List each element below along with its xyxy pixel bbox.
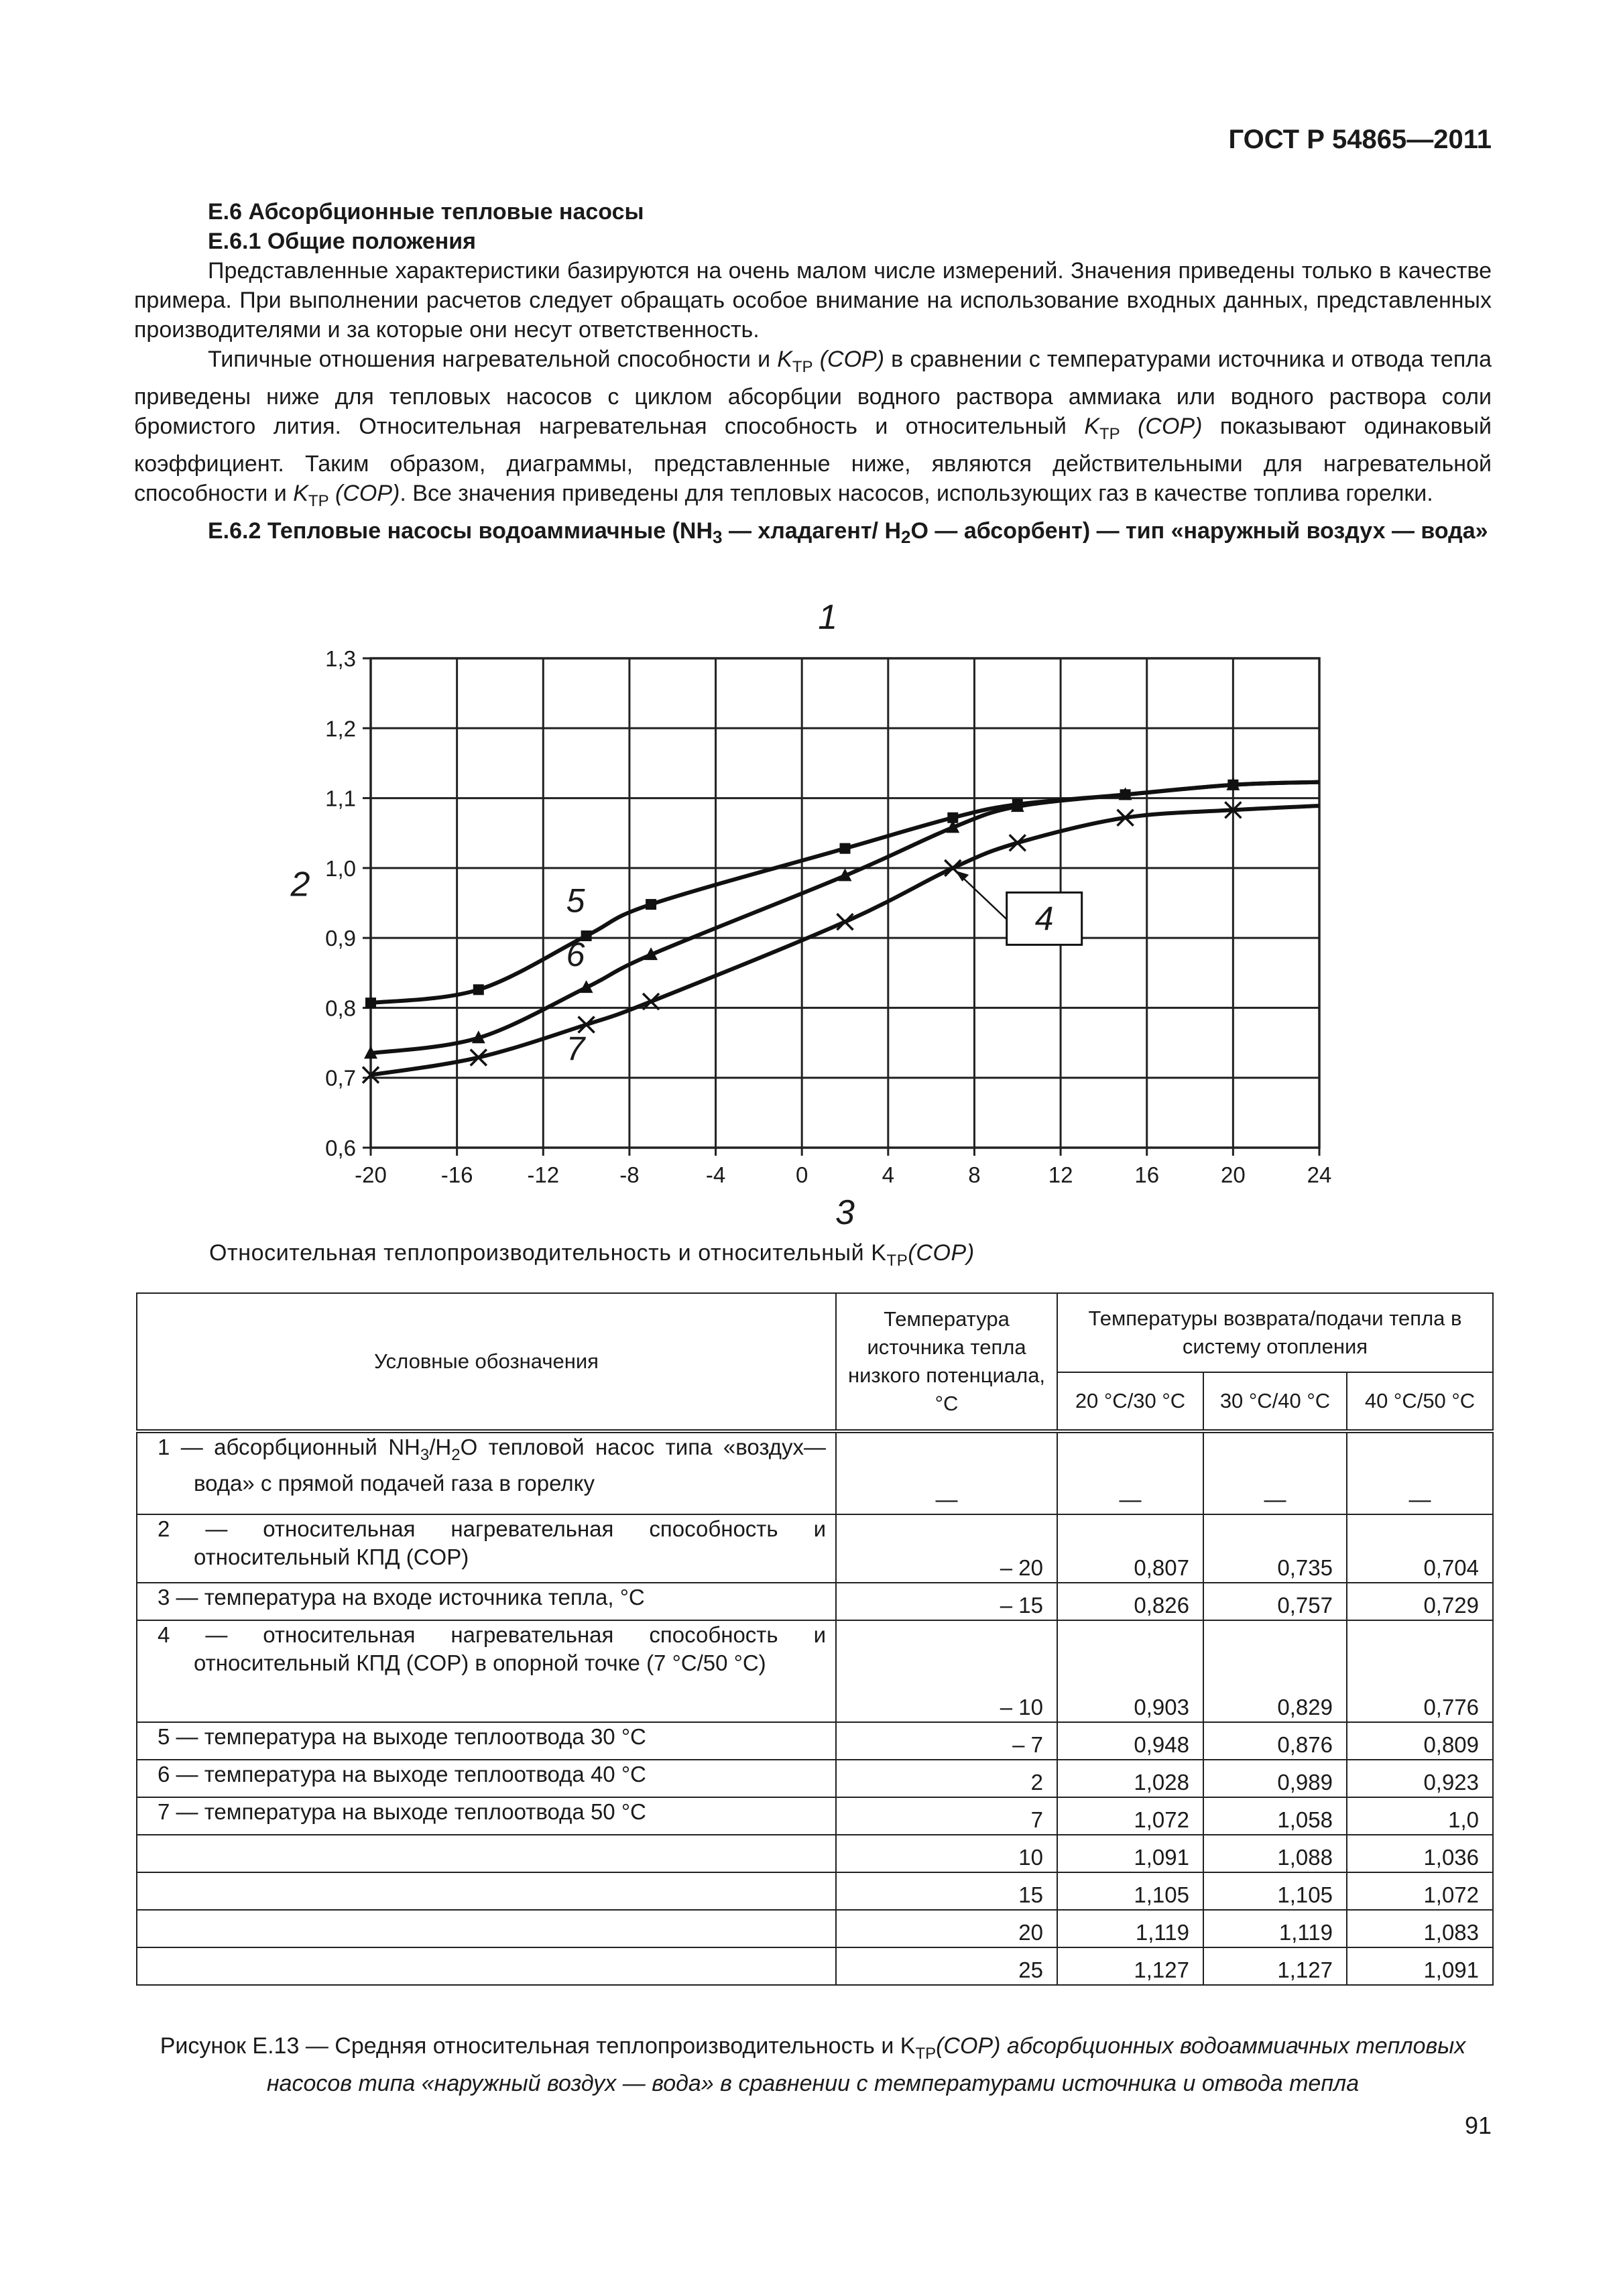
chart-grid [371, 658, 1319, 1148]
cell-c1: 1,127 [1057, 1947, 1203, 1985]
header-group: Температуры возврата/подачи тепла в систему отопления [1057, 1293, 1493, 1372]
chart-ylabel: 2 [290, 865, 310, 904]
dash-cell: — [836, 1431, 1057, 1514]
cell-c2: 1,127 [1203, 1947, 1347, 1985]
x-tick-label: -8 [619, 1162, 640, 1187]
cell-c1: 1,028 [1057, 1760, 1203, 1797]
chart-top-label: 1 [818, 598, 838, 637]
legend-item-5: 5 — температура на выходе теплоотвода 30 °С [137, 1722, 836, 1760]
x-tick-label: 24 [1307, 1162, 1332, 1187]
cell-temp: – 10 [836, 1620, 1057, 1722]
header-c2: 30 °С/40 °С [1203, 1372, 1347, 1431]
legend-item-2: 2 — относительная нагревательная способность и относительный КПД (COP) [137, 1514, 836, 1583]
cell-temp: 25 [836, 1947, 1057, 1985]
chart-xlabel: 3 [835, 1193, 855, 1232]
cell-c1: 0,807 [1057, 1514, 1203, 1583]
callout-arrowhead [955, 871, 969, 882]
cop-chart [268, 590, 1354, 1233]
table-row [137, 1620, 1493, 1722]
empty-cell [137, 1947, 836, 1985]
table-row [137, 1760, 1493, 1797]
x-tick-label: 12 [1048, 1162, 1073, 1187]
empty-cell [137, 1835, 836, 1872]
cell-c1: 1,091 [1057, 1835, 1203, 1872]
empty-cell [137, 1872, 836, 1910]
legend-item-3: 3 — температура на входе источника тепла, °С [137, 1583, 836, 1620]
plot-frame [371, 658, 1319, 1148]
cell-c1: 0,948 [1057, 1722, 1203, 1760]
cell-c3: 0,923 [1347, 1760, 1493, 1797]
x-tick-label: -4 [705, 1162, 726, 1187]
x-tick-label: 0 [796, 1162, 808, 1187]
standard-code: ГОСТ Р 54865—2011 [1228, 125, 1492, 154]
table-row [137, 1514, 1493, 1583]
section-heading-e62: Е.6.2 Тепловые насосы водоаммиачные ($NH_3$ — хладагент/ $H_2O$ — абсорбент) — тип «наружный воздух — вода» [208, 518, 1488, 547]
cell-temp: – 7 [836, 1722, 1057, 1760]
cell-temp: – 15 [836, 1583, 1057, 1620]
marker-square [646, 899, 656, 910]
cell-c2: 0,757 [1203, 1583, 1347, 1620]
cell-temp: – 20 [836, 1514, 1057, 1583]
y-tick-label: 0,8 [325, 995, 356, 1021]
table-row [137, 1872, 1493, 1910]
cell-c2: 0,989 [1203, 1760, 1347, 1797]
cell-temp: 15 [836, 1872, 1057, 1910]
x-tick-label: 16 [1134, 1162, 1160, 1187]
cell-c2: 0,829 [1203, 1620, 1347, 1722]
x-tick-label: -20 [355, 1162, 387, 1187]
table-row [137, 1910, 1493, 1947]
dash-cell: — [1203, 1431, 1347, 1514]
cell-c2: 1,105 [1203, 1872, 1347, 1910]
x-tick-label: 4 [882, 1162, 894, 1187]
cell-c3: 0,729 [1347, 1583, 1493, 1620]
header-legend: Условные обозначения [137, 1293, 836, 1431]
y-tick-label: 1,3 [325, 646, 356, 671]
callout-label: 4 [1034, 900, 1054, 938]
cell-c3: 1,083 [1347, 1910, 1493, 1947]
y-tick-label: 1,0 [325, 855, 356, 881]
paragraph-2: Типичные отношения нагревательной способности и $K_{TP}$ (COP) в сравнении с температурами источника и отвода тепла приведены ниже для тепловых насосов с циклом абсорбции водного раствора аммиака или водного раствора соли бромистого лития. Относительная нагревательная способность и относительный $K_{TP}$ (COP) показывают одинаковый коэффициент. Таким образом, диаграммы, представленные ниже, являются действительными для нагревательной способности и $K_{TP}$ (COP). Все значения приведены для тепловых насосов, использующих газ в качестве топлива горелки. [134, 347, 1492, 510]
legend-table [136, 1292, 1494, 1986]
cell-c2: 1,058 [1203, 1797, 1347, 1835]
x-tick-label: 20 [1221, 1162, 1246, 1187]
marker-square [840, 843, 851, 854]
cell-c3: 1,0 [1347, 1797, 1493, 1835]
marker-square [365, 998, 376, 1008]
table-row [137, 1722, 1493, 1760]
x-tick-label: -12 [527, 1162, 560, 1187]
cell-c2: 0,876 [1203, 1722, 1347, 1760]
table-row [137, 1947, 1493, 1985]
legend-item-4: 4 — относительная нагревательная способность и относительный КПД (COP) в опорной точке (7 °С/50 °С) [137, 1620, 836, 1722]
chart-labels [290, 598, 1082, 1232]
cell-c3: 0,776 [1347, 1620, 1493, 1722]
y-tick-label: 0,7 [325, 1065, 356, 1091]
paragraph-1: Представленные характеристики базируются на очень малом числе измерений. Значения приведены только в качестве примера. При выполнении расчетов следует обращать особое внимание на использование входных данных, представленных производителями и за которые они несут ответственность. [134, 258, 1492, 343]
cell-temp: 2 [836, 1760, 1057, 1797]
y-tick-label: 1,2 [325, 716, 356, 741]
cell-c3: 0,809 [1347, 1722, 1493, 1760]
series-line-6 [371, 782, 1319, 1054]
cell-c3: 1,091 [1347, 1947, 1493, 1985]
series-label-6: 6 [566, 935, 585, 973]
series-line-5 [371, 782, 1319, 1004]
series-label-5: 5 [566, 882, 585, 920]
section-subtitle: Е.6.1 Общие положения [208, 229, 476, 254]
cell-c2: 0,735 [1203, 1514, 1347, 1583]
cell-temp: 7 [836, 1797, 1057, 1835]
marker-square [473, 984, 484, 995]
cell-temp: 20 [836, 1910, 1057, 1947]
y-tick-label: 0,6 [325, 1136, 356, 1160]
cell-c1: 0,903 [1057, 1620, 1203, 1722]
empty-cell [137, 1910, 836, 1947]
figure-caption: Рисунок Е.13 — Средняя относительная теплопроизводительность и $K_{TP}(COP)$ абсорбционных водоаммиачных тепловых насосов типа «наружный воздух — вода» в сравнении с температурами источника и отвода тепла [160, 2033, 1466, 2096]
y-tick-label: 0,9 [325, 926, 356, 951]
x-tick-label: -16 [440, 1162, 473, 1187]
table-row [137, 1431, 1493, 1514]
header-source-temp: Температура источника тепла низкого потенциала, °С [836, 1293, 1057, 1431]
y-tick-label: 1,1 [325, 786, 356, 811]
cell-c3: 0,704 [1347, 1514, 1493, 1583]
section-title: Е.6 Абсорбционные тепловые насосы [208, 199, 644, 225]
legend-item-6: 6 — температура на выходе теплоотвода 40 °С [137, 1760, 836, 1797]
legend-item-7: 7 — температура на выходе теплоотвода 50 °С [137, 1797, 836, 1835]
page-number: 91 [1464, 2112, 1492, 2139]
cell-c2: 1,119 [1203, 1910, 1347, 1947]
cell-c2: 1,088 [1203, 1835, 1347, 1872]
cell-c1: 0,826 [1057, 1583, 1203, 1620]
cell-c3: 1,072 [1347, 1872, 1493, 1910]
dash-cell: — [1347, 1431, 1493, 1514]
marker-cross [837, 914, 853, 930]
dash-cell: — [1057, 1431, 1203, 1514]
table-caption: Относительная теплопроизводительность и относительный $K_{TP}(COP)$ [209, 1240, 975, 1270]
cell-c1: 1,105 [1057, 1872, 1203, 1910]
header-c1: 20 °С/30 °С [1057, 1372, 1203, 1431]
series-label-7: 7 [566, 1030, 585, 1068]
cell-c1: 1,072 [1057, 1797, 1203, 1835]
section-text [134, 197, 1492, 552]
header-c3: 40 °С/50 °С [1347, 1372, 1493, 1431]
legend-item-1: 1 — абсорбционный $NH_3/H_2O$ тепловой насос типа «воздух—вода» с прямой подачей газа в горелку [137, 1431, 836, 1514]
cell-temp: 10 [836, 1835, 1057, 1872]
cell-c1: 1,119 [1057, 1910, 1203, 1947]
cell-c3: 1,036 [1347, 1835, 1493, 1872]
table-row [137, 1835, 1493, 1872]
table-row [137, 1797, 1493, 1835]
x-tick-label: 8 [968, 1162, 981, 1187]
chart-series [363, 778, 1319, 1083]
table-row [137, 1583, 1493, 1620]
